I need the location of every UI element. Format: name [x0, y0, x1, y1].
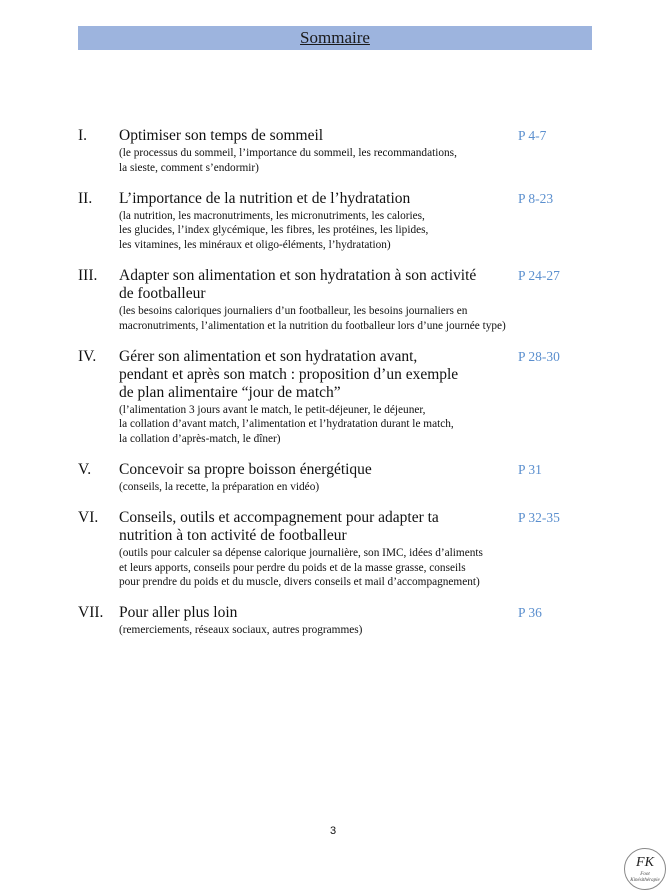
- toc-section-description: (outils pour calculer sa dépense calorique journalière, son IMC, idées d’aliments: [119, 546, 483, 559]
- logo-caption: Foot Kinésithérapie: [630, 872, 660, 883]
- toc-section-title: L’importance de la nutrition et de l’hydratation: [119, 189, 411, 207]
- toc-section-number: III.: [78, 266, 98, 284]
- toc-section-title: Gérer son alimentation et son hydratation avant,: [119, 347, 418, 365]
- page-title: Sommaire: [300, 28, 370, 47]
- toc-page-reference[interactable]: P 24-27: [518, 267, 560, 283]
- toc-section-title: Pour aller plus loin: [119, 604, 238, 622]
- toc-entry-body: [119, 267, 509, 334]
- toc-entry-body: [119, 509, 509, 590]
- toc-entry-body: [119, 127, 509, 176]
- toc-entry: [78, 267, 578, 334]
- toc-section-number: II.: [78, 189, 93, 207]
- toc-section-description: la collation d’avant match, l’alimentation et l’hydratation durant le match,: [119, 418, 454, 431]
- toc-section-title: Concevoir sa propre boisson énergétique: [119, 460, 372, 478]
- toc-section-description: (remerciements, réseaux sociaux, autres programmes): [119, 624, 363, 637]
- table-of-contents: [78, 127, 578, 652]
- toc-section-title: Conseils, outils et accompagnement pour adapter ta: [119, 508, 439, 526]
- logo-monogram: FK: [636, 855, 654, 870]
- toc-entry-body: [119, 604, 509, 638]
- toc-page-reference[interactable]: P 31: [518, 461, 542, 477]
- toc-section-title: pendant et après son match : proposition d’un exemple: [119, 365, 459, 383]
- toc-section-number: V.: [78, 460, 92, 478]
- toc-section-description: les glucides, l’index glycémique, les fibres, les protéines, les lipides,: [119, 224, 429, 237]
- toc-section-number: VII.: [78, 604, 104, 622]
- toc-section-number: I.: [78, 127, 88, 144]
- toc-page-reference[interactable]: P 36: [518, 605, 542, 621]
- toc-entry-body: [119, 348, 509, 447]
- toc-section-number: VI.: [78, 508, 99, 526]
- toc-section-title: de plan alimentaire “jour de match”: [119, 383, 341, 401]
- toc-section-number: IV.: [78, 347, 97, 365]
- toc-entry: [78, 348, 578, 447]
- toc-section-description: et leurs apports, conseils pour perdre du poids et de la masse grasse, conseils: [119, 561, 466, 574]
- toc-entry: [78, 127, 578, 176]
- toc-entry: [78, 604, 578, 638]
- toc-section-description: la collation d’après-match, le dîner): [119, 433, 281, 446]
- toc-section-title: de footballeur: [119, 284, 206, 302]
- toc-entry: [78, 461, 578, 495]
- toc-section-description: (l’alimentation 3 jours avant le match, le petit-déjeuner, le déjeuner,: [119, 403, 426, 416]
- toc-section-description: (conseils, la recette, la préparation en vidéo): [119, 480, 320, 493]
- toc-section-title: Adapter son alimentation et son hydratation à son activité: [119, 266, 477, 284]
- toc-section-description: pour prendre du poids et du muscle, divers conseils et mail d’accompagnement): [119, 576, 480, 589]
- toc-section-description: macronutriments, l’alimentation et la nutrition du footballeur lors d’une journée type): [119, 319, 506, 332]
- toc-entry: [78, 190, 578, 253]
- toc-section-description: (le processus du sommeil, l’importance du sommeil, les recommandations,: [119, 147, 457, 159]
- page-number: 3: [329, 825, 337, 837]
- toc-section-title: Optimiser son temps de sommeil: [119, 127, 324, 144]
- toc-page-reference[interactable]: P 8-23: [518, 190, 554, 206]
- toc-page-reference[interactable]: P 32-35: [518, 509, 560, 525]
- toc-section-description: (les besoins caloriques journaliers d’un footballeur, les besoins journaliers en: [119, 304, 468, 317]
- toc-section-description: (la nutrition, les macronutriments, les micronutriments, les calories,: [119, 209, 425, 222]
- toc-section-description: la sieste, comment s’endormir): [119, 161, 259, 174]
- title-banner: [78, 26, 592, 50]
- brand-logo: [624, 848, 666, 890]
- toc-section-description: les vitamines, les minéraux et oligo-éléments, l’hydratation): [119, 239, 391, 252]
- toc-page-reference[interactable]: P 28-30: [518, 348, 560, 364]
- toc-entry-body: [119, 190, 509, 253]
- toc-page-reference[interactable]: P 4-7: [518, 128, 547, 143]
- toc-entry-body: [119, 461, 509, 495]
- toc-entry: [78, 509, 578, 590]
- toc-section-title: nutrition à ton activité de footballeur: [119, 526, 347, 544]
